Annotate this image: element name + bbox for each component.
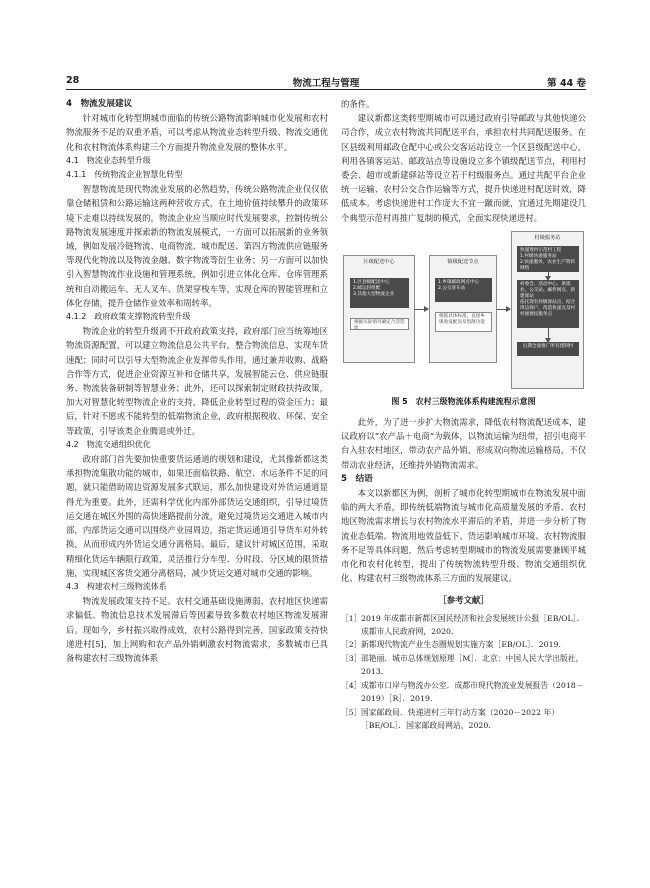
reference-item: ［3］ 邵艳丽．城市总体规划原理［M］．北京：中国人民大学出版社，2013.	[341, 653, 584, 677]
district-title: 区级配送中心	[363, 258, 395, 265]
paragraph-4-2: 政府部门首先要加快重要货运通道的规划和建设，尤其像新都这类承担物流集散功能的城市，如果还面临铁路、航空、水运条件不足的问题，就只能借助周边资源发展多式联运，那么加快建设对外货运通道显得尤为重要。此外，还需科学优化内部外部货运交通组织，引导过境货运交通在城区外围的高快速路提前分流，避免过境货运交通进入城市内部，内部货运交通可以围绕产业园周边，指定货运通道引导货车对外转换，从而形成内外货运交通分离格局。最后，建议针对城区范围，采取精细化货运车辆限行政策，灵活推行分车型、分时段、分区域的限货措施，实现城区客货交通分离格局，减少货运交通对城市交通的影响。	[66, 454, 328, 578]
figure-5-diagram	[341, 231, 586, 391]
paragraph-4-3: 物流发展政策支持不足、农村交通基础设施薄弱、农村地区快递需求偏低、物流信息技术发展滞后等因素导致多数农村地区物流发展滞后。现如今，乡村振兴取得成效，农村公路得到完善，国家政策支持快递进村[5]，加上网购和农产品外销刺激农村物流需求，多数城市已具备构建农村三级物流体系	[66, 596, 328, 663]
left-column	[66, 97, 328, 665]
figure-5-caption: 图 5 农村三级物流体系构建流程示意图	[391, 396, 536, 406]
village-box	[511, 231, 584, 389]
reference-item: ［2］ 新都现代物流产业生态圈规划实施方案［EB/OL］．2019.	[341, 640, 561, 650]
town-title: 镇级配送节点	[447, 258, 479, 265]
district-items: 1.区县级配送中心 2.邮运轻组配 3.其他大型物流企业	[350, 278, 409, 308]
reference-item: ［4］ 成都市口岸与物流办公室．成都市现代物流业发展报告（2018－2019）［R］．2019.	[341, 680, 584, 704]
paragraph-ecommerce: 此外，为了进一步扩大物流需求，降低农村物流配送成本，建议政府以“农产品＋电商”为载体，以物流运输为纽带，招引电商平台入驻农村地区，带动农产品外销，形成双向物流运输格局，不仅带动农业经济，还维持外销物流需求。	[341, 417, 586, 470]
village-title: 村级服务站	[534, 234, 561, 241]
subsection-4-3-heading: 4.3 构建农村三级物流体系	[66, 581, 167, 591]
section-4-heading: 4 物流发展建议	[66, 99, 133, 109]
district-box	[343, 255, 415, 363]
right-column	[341, 97, 586, 732]
section-4-intro: 针对城市化转型期城市面临的传统公路物流影响城市化发展和农村物流服务不足的双重矛盾，可以考虑从物流业态转型升级、物流交通优化和农村物流体系构建三个方面提升物流业发展的整体水平。	[66, 113, 328, 152]
paragraph-4-1-2: 物流企业的转型升级离不开政府政策支持，政府部门应当统筹地区物流资源配置，可以建立物流信息公共平台，整合物流信息，实现车货速配；同时可以引导大型物流企业发挥带头作用，通过兼并收购、战略合作等方式，促进企业资源互补和仓储共享，发展智能云仓、供应链服务、物流装备研制等智慧业务；此外，还可以探索制定财政扶持政策，加大对智慧化转型物流企业的支持，降低企业转型过程的资金压力；最后，针对不愿或不能转型的低端物流企业，政府根据税收、环保、安全等政策，引导该类企业腾退或外迁。	[66, 326, 328, 436]
subsection-4-2-heading: 4.2 物流交通组织优化	[66, 439, 151, 449]
arrow-down-1	[548, 272, 549, 280]
arrow-district-to-town	[415, 309, 428, 310]
paragraph-build-proposal: 建议新都这类转型期城市可以通过政府引导邮政与其他快递公司合作，成立农村物流共同配送平台，承担农村共同配送服务。在区县级利用邮政仓配中心或公交客运站设立一个区县级配送中心，利用各镇客运站、邮政站点等设施设立多个镇级配送节点，利用村委会、超市或新建驿站等设立若干村级服务点。通过共配平台企业统一运输、农村公交合作运输等方式，提升快递进村配送时效，降低成本。考虑快递进村工作庞大不宜一蹴而就，宜通过先期建设几个典型示范村再推广复制的模式，全面实现快递进村。	[341, 113, 586, 223]
references-list	[341, 612, 586, 733]
paragraph-continued: 的条件。	[341, 99, 375, 109]
district-note: 根据实际情况确定合适选址	[350, 318, 409, 330]
subsection-4-1-2-heading: 4.1.2 政府政策支撑物流转型升级	[66, 312, 191, 322]
section-5-heading: 5 结语	[341, 473, 373, 484]
village-facilities: 村委会、活动中心、供销社、公交站、邮件网点、新建驿站 依托现有村级驿站点，结合周边商户，改造快递点及村村通便民服务点	[517, 280, 579, 328]
page-header	[66, 73, 586, 90]
village-rollout: 后期全面推广所有建制村	[517, 342, 579, 356]
arrow-down-2	[548, 328, 549, 342]
reference-item: ［1］ 2019 年成都市新都区国民经济和社会发展统计公报［EB/OL］．成都市人民政府网，2020.	[341, 613, 585, 637]
town-items: 1.乡镇邮政网点中心 2.公交客车站	[435, 278, 492, 302]
arrow-town-to-village	[497, 309, 510, 310]
paragraph-conclusion: 本文以新都区为例，剖析了城市化转型期城市在物流发展中面临的两大矛盾，即传统低端物流与城市化高质量发展的矛盾、农村地区物流需求增长与农村物流水平滞后的矛盾，并进一步分析了物流业态低端、物流用地效益低下、货运影响城市环境、农村物流服务不足等具体问题，然后考虑转型期城市的物流发展需要兼顾平城市化和农村化转型，提出了传统物流转型升级、物流交通组织优化、构建农村三级物流体系三方面的发展建议。	[341, 488, 586, 584]
volume-label: 第 44 卷	[547, 78, 586, 89]
subsection-4-1-1-heading: 4.1.1 传统物流企业智慧化转型	[66, 170, 183, 180]
town-note: 根据具体标准、直接乡镇收发配送及集散功能	[435, 312, 492, 332]
village-demo-project: 快递进村示范村工程 1.村级快递服务站 2.快递服务、农业生产资料网络	[517, 246, 579, 272]
journal-name: 物流工程与管理	[292, 78, 360, 89]
page-number: 28	[66, 75, 80, 86]
reference-item: ［5］ 国家邮政局．快递进村三年行动方案（2020－2022 年）［BE/OL］．国家邮政局网站，2020.	[341, 707, 560, 730]
references-heading: ［参考文献］	[438, 595, 489, 606]
paragraph-4-1-1: 智慧物流是现代物流业发展的必然趋势，传统公路物流企业仅仅依靠仓储租赁和公路运输这两种营收方式，在土地价值持续攀升的政策环境下走难以持续发展的。物流企业应当顺应时代发展要求，控制传统公路物流发展速度并探索新的物流发展模式，一方面可以拓展新的业务领域，例如发展冷链物流、电商物流、城市配送、第四方物流供应链服务等现代化物流以及物流金融、数字物流等衍生业务；另一方面可以加快引入智慧物流作业设施和管理系统，例如引进立体化仓库、仓库管理系统和自动搬运车、无人叉车、货架穿梭车等，实现仓库的智能管理和立体化存储，提升仓储作业效率和周转率。	[66, 184, 328, 308]
subsection-4-1-heading: 4.1 物流业态转型升级	[66, 155, 151, 165]
town-box	[429, 255, 497, 363]
